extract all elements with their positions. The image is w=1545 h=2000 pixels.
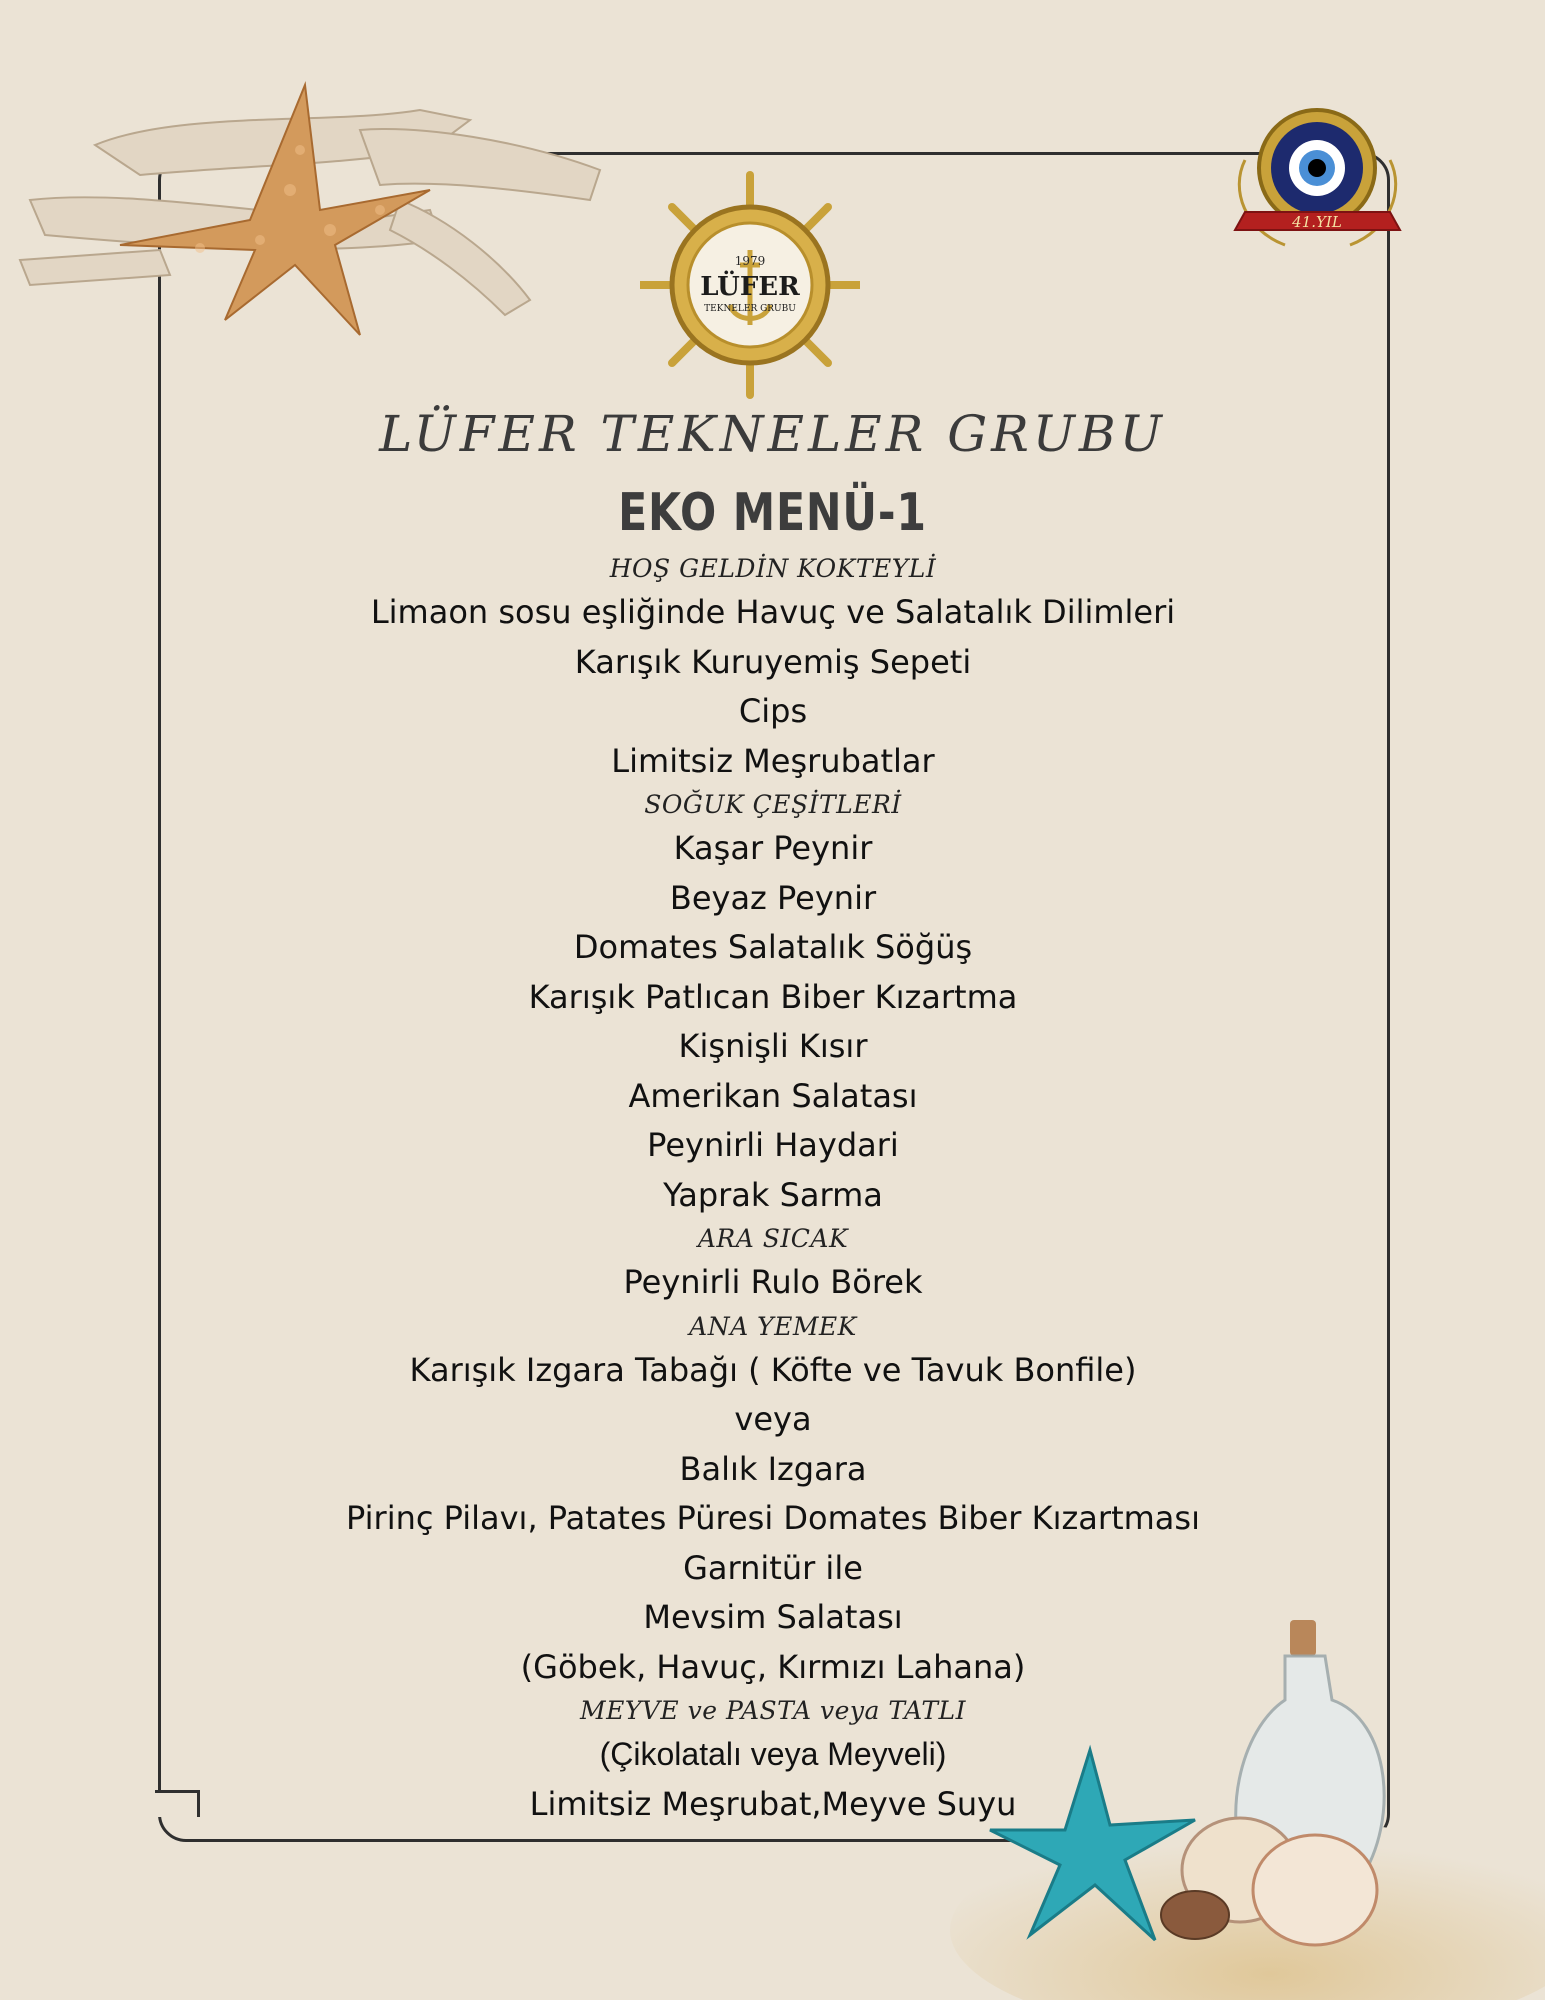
menu-list bbox=[258, 550, 1288, 1829]
menu-item: Domates Salatalık Söğüş bbox=[573, 928, 973, 966]
menu-item: Beyaz Peynir bbox=[669, 878, 877, 917]
category-fruit-dessert: MEYVE ve PASTA veya TATLI bbox=[579, 1696, 967, 1725]
menu-item: veya bbox=[734, 1400, 812, 1438]
category-hot-starter: ARA SICAK bbox=[697, 1224, 849, 1253]
menu-item: Balık Izgara bbox=[679, 1449, 867, 1488]
category-cold-dishes: SOĞUK ÇEŞİTLERİ bbox=[644, 790, 902, 819]
menu-item: Peynirli Rulo Börek bbox=[623, 1263, 923, 1301]
menu-item: Limitsiz Meşrubat,Meyve Suyu bbox=[529, 1784, 1017, 1823]
starfish-driftwood-decoration bbox=[0, 70, 620, 340]
menu-item: Peynirli Haydari bbox=[647, 1126, 899, 1164]
anniversary-badge bbox=[1215, 100, 1420, 260]
lufer-logo bbox=[640, 165, 860, 405]
menu-item: Karışık Patlıcan Biber Kızartma bbox=[528, 977, 1018, 1016]
frame-notch bbox=[155, 1790, 200, 1817]
menu-item: Cips bbox=[738, 692, 808, 730]
menu-item: Garnitür ile bbox=[683, 1548, 863, 1587]
logo-year: 1979 bbox=[734, 254, 766, 268]
menu-title: EKO MENÜ-1 bbox=[618, 483, 927, 543]
menu-item: (Çikolatalı veya Meyveli) bbox=[599, 1736, 947, 1772]
menu-item: Limitsiz Meşrubatlar bbox=[611, 741, 935, 780]
category-welcome-cocktail: HOŞ GELDİN KOKTEYLİ bbox=[609, 554, 937, 583]
menu-item: Karışık Kuruyemiş Sepeti bbox=[574, 642, 972, 681]
logo-subtitle: TEKNELER GRUBU bbox=[704, 304, 796, 314]
menu-item: Amerikan Salatası bbox=[628, 1076, 918, 1115]
menu-item: Kişnişli Kısır bbox=[678, 1027, 868, 1065]
category-main-course: ANA YEMEK bbox=[689, 1311, 857, 1341]
menu-item: Limaon sosu eşliğinde Havuç ve Salatalık Dilimleri bbox=[370, 593, 1176, 631]
menu-item: (Göbek, Havuç, Kırmızı Lahana) bbox=[520, 1647, 1026, 1686]
badge-text: 41.YIL bbox=[1292, 213, 1342, 231]
menu-item: Kaşar Peynir bbox=[673, 829, 873, 867]
logo-name: LÜFER bbox=[700, 272, 800, 302]
menu-item: Karışık Izgara Tabağı ( Köfte ve Tavuk Bonfile) bbox=[409, 1350, 1137, 1389]
menu-item: Pirinç Pilavı, Patates Püresi Domates Biber Kızartması bbox=[346, 1499, 1200, 1537]
menu-item: Yaprak Sarma bbox=[663, 1175, 883, 1214]
brand-name: LÜFER TEKNELER GRUBU bbox=[379, 405, 1166, 463]
menu-item: Mevsim Salatası bbox=[643, 1598, 903, 1636]
